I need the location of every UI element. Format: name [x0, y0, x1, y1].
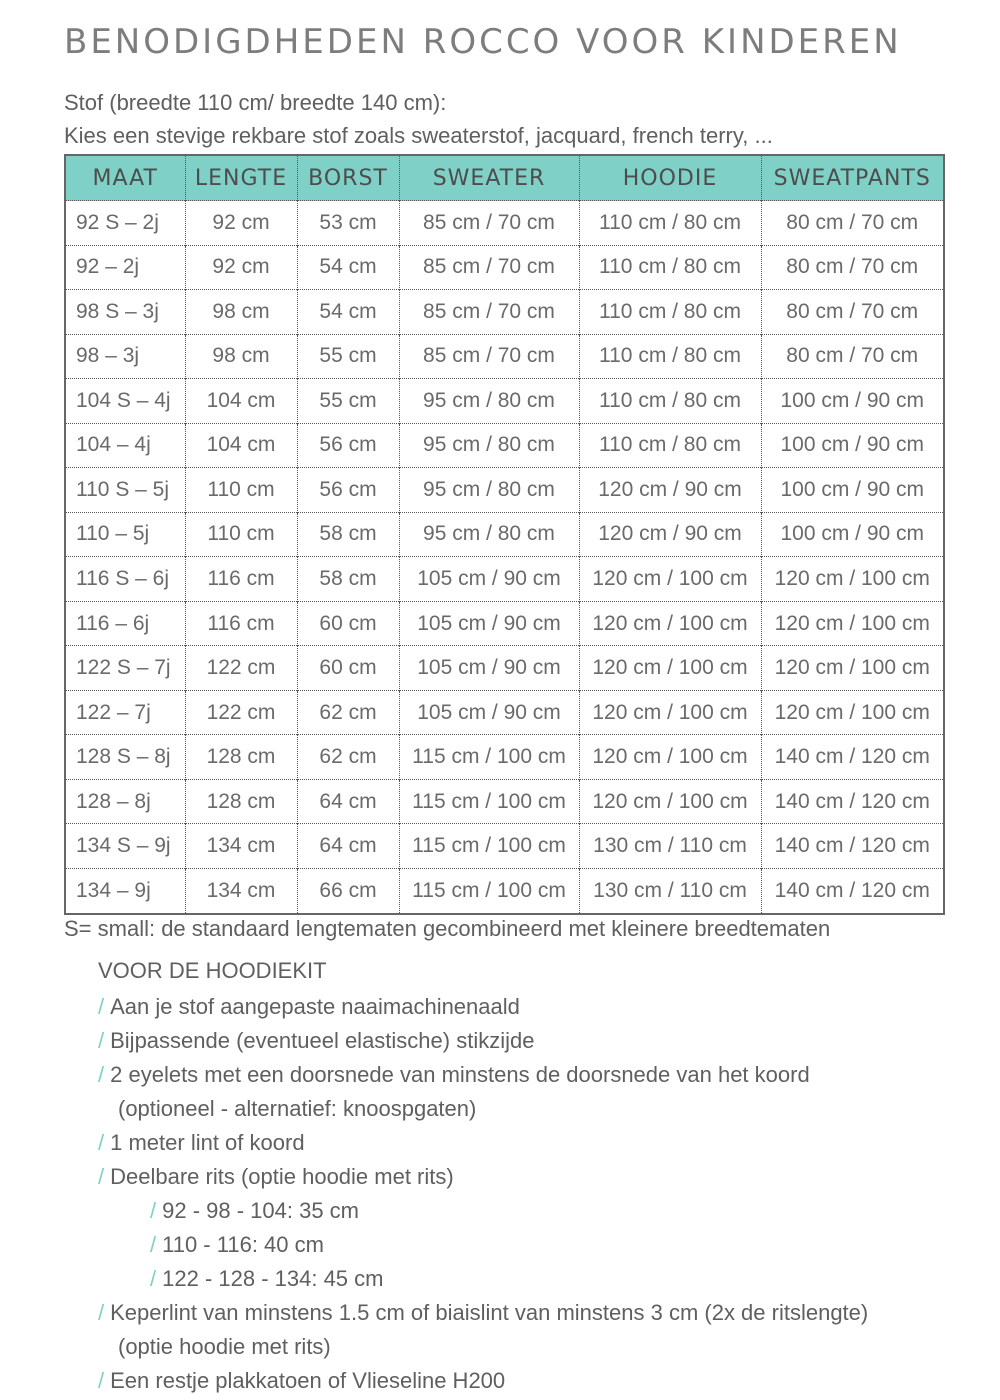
- cell-lengte: 128 cm: [185, 735, 297, 780]
- cell-maat: 122 S – 7j: [65, 646, 185, 691]
- list-item: [98, 1364, 868, 1398]
- cell-sweater: 85 cm / 70 cm: [399, 201, 579, 246]
- cell-hoodie: 110 cm / 80 cm: [579, 290, 761, 335]
- cell-maat: 110 – 5j: [65, 512, 185, 557]
- slash-bullet-icon: /: [98, 1300, 105, 1325]
- list-item-text: 92 - 98 - 104: 35 cm: [162, 1198, 360, 1223]
- cell-maat: 122 – 7j: [65, 690, 185, 735]
- list-item-text: 1 meter lint of koord: [110, 1130, 305, 1155]
- table-row: [65, 201, 944, 246]
- sub-list-item: [98, 1262, 868, 1296]
- cell-borst: 56 cm: [297, 423, 399, 468]
- table-row: [65, 646, 944, 691]
- cell-hoodie: 130 cm / 110 cm: [579, 868, 761, 914]
- fabric-width-line: Stof (breedte 110 cm/ breedte 140 cm):: [64, 90, 447, 115]
- cell-lengte: 98 cm: [185, 334, 297, 379]
- cell-lengte: 92 cm: [185, 201, 297, 246]
- slash-bullet-icon: /: [98, 1028, 105, 1053]
- cell-maat: 116 – 6j: [65, 601, 185, 646]
- cell-hoodie: 120 cm / 100 cm: [579, 601, 761, 646]
- cell-borst: 56 cm: [297, 468, 399, 513]
- cell-maat: 116 S – 6j: [65, 557, 185, 602]
- list-item: [98, 1126, 868, 1160]
- cell-sweater: 95 cm / 80 cm: [399, 512, 579, 557]
- cell-borst: 62 cm: [297, 735, 399, 780]
- table-row: [65, 423, 944, 468]
- cell-maat: 134 – 9j: [65, 868, 185, 914]
- cell-borst: 60 cm: [297, 601, 399, 646]
- table-row: [65, 290, 944, 335]
- table-row: [65, 601, 944, 646]
- header-sweater: SWEATER: [399, 155, 579, 201]
- list-item: [98, 1296, 868, 1364]
- slash-bullet-icon: /: [98, 1062, 105, 1087]
- cell-borst: 66 cm: [297, 868, 399, 914]
- table-header-row: [65, 155, 944, 201]
- cell-sweater: 115 cm / 100 cm: [399, 735, 579, 780]
- cell-sweater: 95 cm / 80 cm: [399, 423, 579, 468]
- header-hoodie: HOODIE: [579, 155, 761, 201]
- cell-lengte: 104 cm: [185, 423, 297, 468]
- table-row: [65, 334, 944, 379]
- cell-sweater: 95 cm / 80 cm: [399, 379, 579, 424]
- header-sweatpants: SWEATPANTS: [761, 155, 944, 201]
- cell-sweatpants: 80 cm / 70 cm: [761, 334, 944, 379]
- table-row: [65, 779, 944, 824]
- hoodiekit-title: VOOR DE HOODIEKIT: [98, 958, 327, 983]
- cell-hoodie: 120 cm / 100 cm: [579, 690, 761, 735]
- slash-bullet-icon: /: [150, 1266, 157, 1291]
- cell-sweater: 115 cm / 100 cm: [399, 868, 579, 914]
- cell-borst: 53 cm: [297, 201, 399, 246]
- sub-list-item: [98, 1228, 868, 1262]
- cell-sweater: 85 cm / 70 cm: [399, 334, 579, 379]
- cell-sweater: 95 cm / 80 cm: [399, 468, 579, 513]
- cell-hoodie: 120 cm / 100 cm: [579, 557, 761, 602]
- cell-borst: 62 cm: [297, 690, 399, 735]
- cell-sweatpants: 100 cm / 90 cm: [761, 379, 944, 424]
- list-item-text: Bijpassende (eventueel elastische) stikzijde: [110, 1028, 535, 1053]
- cell-hoodie: 130 cm / 110 cm: [579, 824, 761, 869]
- cell-hoodie: 120 cm / 100 cm: [579, 735, 761, 780]
- cell-sweater: 85 cm / 70 cm: [399, 245, 579, 290]
- cell-lengte: 110 cm: [185, 468, 297, 513]
- cell-hoodie: 120 cm / 100 cm: [579, 646, 761, 691]
- cell-sweatpants: 140 cm / 120 cm: [761, 779, 944, 824]
- cell-maat: 104 – 4j: [65, 423, 185, 468]
- list-item-text: Deelbare rits (optie hoodie met rits): [110, 1164, 454, 1189]
- cell-sweatpants: 120 cm / 100 cm: [761, 690, 944, 735]
- cell-lengte: 128 cm: [185, 779, 297, 824]
- cell-sweatpants: 100 cm / 90 cm: [761, 512, 944, 557]
- header-maat: MAAT: [65, 155, 185, 201]
- cell-sweater: 105 cm / 90 cm: [399, 690, 579, 735]
- cell-hoodie: 110 cm / 80 cm: [579, 245, 761, 290]
- cell-hoodie: 110 cm / 80 cm: [579, 201, 761, 246]
- cell-lengte: 122 cm: [185, 646, 297, 691]
- cell-maat: 110 S – 5j: [65, 468, 185, 513]
- cell-lengte: 92 cm: [185, 245, 297, 290]
- list-item: [98, 1024, 868, 1058]
- cell-sweater: 115 cm / 100 cm: [399, 824, 579, 869]
- cell-sweatpants: 120 cm / 100 cm: [761, 601, 944, 646]
- cell-hoodie: 120 cm / 90 cm: [579, 512, 761, 557]
- list-item: [98, 1160, 868, 1194]
- slash-bullet-icon: /: [150, 1232, 157, 1257]
- intro: [64, 86, 773, 152]
- size-table: [64, 154, 945, 915]
- cell-sweatpants: 140 cm / 120 cm: [761, 735, 944, 780]
- slash-bullet-icon: /: [98, 1368, 105, 1393]
- table-row: [65, 690, 944, 735]
- fabric-advice-line: Kies een stevige rekbare stof zoals sweaterstof, jacquard, french terry, ...: [64, 123, 773, 148]
- header-borst: BORST: [297, 155, 399, 201]
- list-item-continuation: (optie hoodie met rits): [118, 1334, 331, 1359]
- cell-hoodie: 120 cm / 90 cm: [579, 468, 761, 513]
- cell-sweatpants: 120 cm / 100 cm: [761, 646, 944, 691]
- cell-borst: 55 cm: [297, 379, 399, 424]
- table-row: [65, 468, 944, 513]
- cell-sweatpants: 140 cm / 120 cm: [761, 824, 944, 869]
- list-item-continuation: (optioneel - alternatief: knoospgaten): [118, 1096, 477, 1121]
- slash-bullet-icon: /: [98, 1130, 105, 1155]
- cell-borst: 54 cm: [297, 245, 399, 290]
- table-row: [65, 824, 944, 869]
- cell-lengte: 110 cm: [185, 512, 297, 557]
- list-item-text: 110 - 116: 40 cm: [162, 1232, 324, 1257]
- list-item-text: Aan je stof aangepaste naaimachinenaald: [110, 994, 520, 1019]
- cell-sweater: 85 cm / 70 cm: [399, 290, 579, 335]
- table-row: [65, 735, 944, 780]
- list-item: [98, 990, 868, 1024]
- cell-maat: 134 S – 9j: [65, 824, 185, 869]
- cell-borst: 60 cm: [297, 646, 399, 691]
- cell-sweater: 105 cm / 90 cm: [399, 601, 579, 646]
- cell-hoodie: 110 cm / 80 cm: [579, 334, 761, 379]
- list-item-text: 2 eyelets met een doorsnede van minstens de doorsnede van het koord: [110, 1062, 810, 1087]
- cell-sweatpants: 120 cm / 100 cm: [761, 557, 944, 602]
- cell-maat: 128 S – 8j: [65, 735, 185, 780]
- cell-borst: 58 cm: [297, 512, 399, 557]
- cell-hoodie: 120 cm / 100 cm: [579, 779, 761, 824]
- cell-lengte: 134 cm: [185, 868, 297, 914]
- cell-borst: 55 cm: [297, 334, 399, 379]
- cell-hoodie: 110 cm / 80 cm: [579, 379, 761, 424]
- page-title: BENODIGDHEDEN ROCCO VOOR KINDEREN: [64, 22, 902, 62]
- cell-sweatpants: 80 cm / 70 cm: [761, 201, 944, 246]
- cell-sweater: 105 cm / 90 cm: [399, 557, 579, 602]
- slash-bullet-icon: /: [150, 1198, 157, 1223]
- sub-list-item: [98, 1194, 868, 1228]
- slash-bullet-icon: /: [98, 994, 105, 1019]
- table-row: [65, 512, 944, 557]
- table-row: [65, 245, 944, 290]
- cell-maat: 104 S – 4j: [65, 379, 185, 424]
- table-row: [65, 868, 944, 914]
- cell-lengte: 98 cm: [185, 290, 297, 335]
- cell-sweater: 115 cm / 100 cm: [399, 779, 579, 824]
- list-item-text: Keperlint van minstens 1.5 cm of biaislint van minstens 3 cm (2x de ritslengte): [110, 1300, 869, 1325]
- cell-sweatpants: 100 cm / 90 cm: [761, 423, 944, 468]
- size-note: S= small: de standaard lengtematen gecombineerd met kleinere breedtematen: [64, 916, 831, 941]
- cell-maat: 128 – 8j: [65, 779, 185, 824]
- cell-borst: 58 cm: [297, 557, 399, 602]
- cell-sweatpants: 80 cm / 70 cm: [761, 245, 944, 290]
- cell-borst: 64 cm: [297, 824, 399, 869]
- table-row: [65, 379, 944, 424]
- cell-maat: 92 – 2j: [65, 245, 185, 290]
- slash-bullet-icon: /: [98, 1164, 105, 1189]
- cell-lengte: 134 cm: [185, 824, 297, 869]
- cell-borst: 54 cm: [297, 290, 399, 335]
- cell-sweatpants: 140 cm / 120 cm: [761, 868, 944, 914]
- cell-sweatpants: 100 cm / 90 cm: [761, 468, 944, 513]
- header-lengte: LENGTE: [185, 155, 297, 201]
- cell-lengte: 104 cm: [185, 379, 297, 424]
- cell-sweatpants: 80 cm / 70 cm: [761, 290, 944, 335]
- cell-hoodie: 110 cm / 80 cm: [579, 423, 761, 468]
- list-item: [98, 1058, 868, 1126]
- hoodiekit-list: [98, 990, 868, 1398]
- cell-maat: 98 – 3j: [65, 334, 185, 379]
- cell-maat: 92 S – 2j: [65, 201, 185, 246]
- cell-lengte: 122 cm: [185, 690, 297, 735]
- cell-sweater: 105 cm / 90 cm: [399, 646, 579, 691]
- table-body: [65, 201, 944, 915]
- cell-borst: 64 cm: [297, 779, 399, 824]
- list-item-text: 122 - 128 - 134: 45 cm: [162, 1266, 384, 1291]
- cell-lengte: 116 cm: [185, 557, 297, 602]
- cell-lengte: 116 cm: [185, 601, 297, 646]
- list-item-text: Een restje plakkatoen of Vlieseline H200: [110, 1368, 506, 1393]
- cell-maat: 98 S – 3j: [65, 290, 185, 335]
- table-row: [65, 557, 944, 602]
